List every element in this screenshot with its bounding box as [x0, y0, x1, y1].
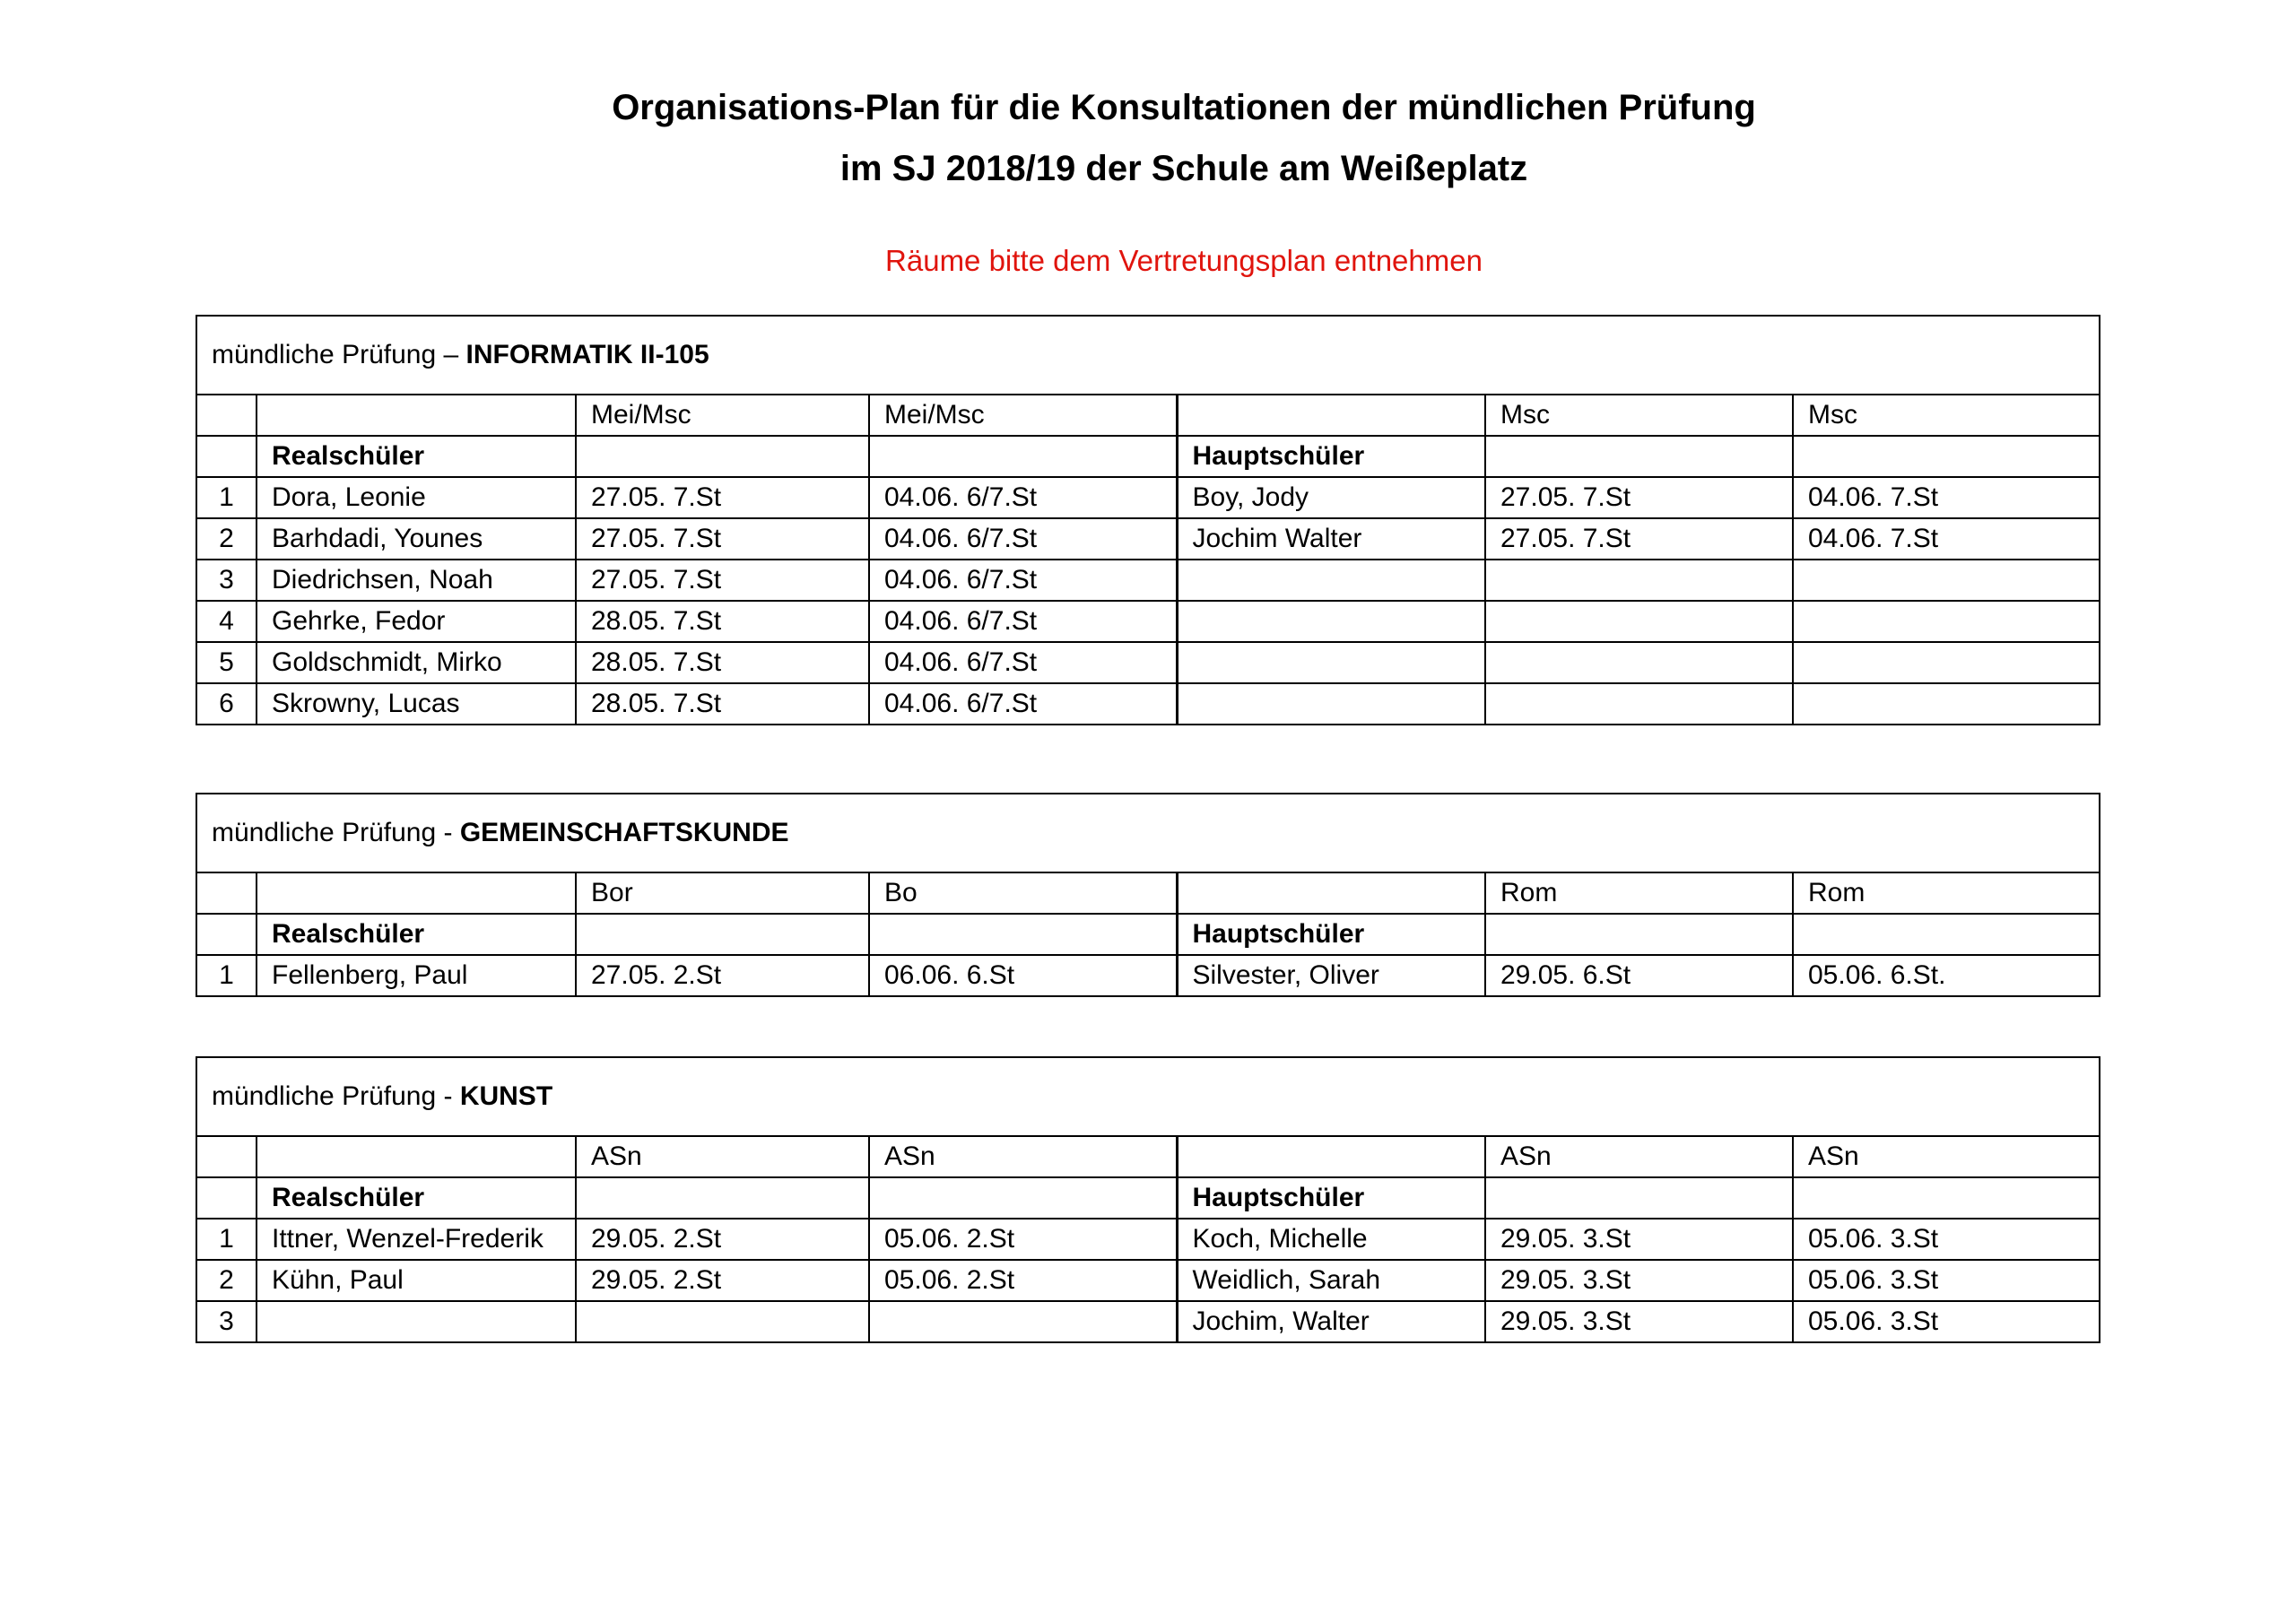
date-cell — [1485, 601, 1793, 642]
table-row — [196, 1260, 2100, 1301]
row-number: 6 — [196, 683, 257, 725]
student-name: Barhdadi, Younes — [257, 518, 576, 560]
empty-cell — [1177, 1136, 1485, 1177]
teacher-cell: Mei/Msc — [869, 395, 1177, 436]
teacher-cell: Mei/Msc — [576, 395, 869, 436]
student-name: Boy, Jody — [1177, 477, 1485, 518]
page-subtitle: im SJ 2018/19 der Schule am Weißeplatz — [839, 149, 1528, 188]
date-cell: 27.05. 7.St — [1485, 477, 1793, 518]
date-cell: 05.06. 3.St — [1793, 1260, 2100, 1301]
exam-table — [196, 793, 2100, 997]
empty-cell — [869, 1177, 1177, 1219]
teacher-cell: ASn — [576, 1136, 869, 1177]
date-cell: 27.05. 2.St — [576, 955, 869, 996]
date-cell: 04.06. 6/7.St — [869, 642, 1177, 683]
empty-cell — [869, 436, 1177, 477]
teacher-cell: Msc — [1793, 395, 2100, 436]
exam-table — [196, 1056, 2100, 1343]
table-heading-prefix: mündliche Prüfung - — [212, 818, 460, 847]
teacher-row — [196, 1136, 2100, 1177]
row-number: 3 — [196, 1301, 257, 1342]
realschueler-label: Realschüler — [257, 1177, 576, 1219]
teacher-row — [196, 395, 2100, 436]
table-heading — [196, 316, 2100, 395]
table-heading-prefix: mündliche Prüfung – — [212, 340, 466, 369]
date-cell: 04.06. 6/7.St — [869, 477, 1177, 518]
date-cell — [1485, 642, 1793, 683]
table-heading-subject: KUNST — [459, 1081, 553, 1111]
label-row — [196, 1177, 2100, 1219]
date-cell: 05.06. 2.St — [869, 1219, 1177, 1260]
date-cell: 29.05. 2.St — [576, 1260, 869, 1301]
row-number: 4 — [196, 601, 257, 642]
table-row — [196, 477, 2100, 518]
empty-cell — [1485, 914, 1793, 955]
date-cell: 29.05. 3.St — [1485, 1301, 1793, 1342]
empty-cell — [196, 436, 257, 477]
student-name: Fellenberg, Paul — [257, 955, 576, 996]
table-row — [196, 1219, 2100, 1260]
date-cell: 29.05. 3.St — [1485, 1219, 1793, 1260]
student-name: Jochim, Walter — [1177, 1301, 1485, 1342]
date-cell: 27.05. 7.St — [576, 477, 869, 518]
table-row — [196, 642, 2100, 683]
empty-cell — [196, 1136, 257, 1177]
table-row — [196, 518, 2100, 560]
date-cell: 04.06. 7.St — [1793, 477, 2100, 518]
teacher-cell: Msc — [1485, 395, 1793, 436]
table-row — [196, 683, 2100, 725]
teacher-cell: Bor — [576, 872, 869, 914]
table-heading-subject: INFORMATIK II-105 — [465, 340, 709, 369]
date-cell — [1793, 601, 2100, 642]
student-name: Jochim Walter — [1177, 518, 1485, 560]
date-cell — [1793, 683, 2100, 725]
date-cell: 28.05. 7.St — [576, 642, 869, 683]
hauptschueler-label: Hauptschüler — [1177, 1177, 1485, 1219]
student-name — [1177, 560, 1485, 601]
table-heading-prefix: mündliche Prüfung - — [212, 1081, 460, 1111]
student-name: Dora, Leonie — [257, 477, 576, 518]
student-name: Ittner, Wenzel-Frederik — [257, 1219, 576, 1260]
row-number: 2 — [196, 518, 257, 560]
empty-cell — [576, 1177, 869, 1219]
date-cell: 05.06. 3.St — [1793, 1219, 2100, 1260]
table-heading — [196, 1057, 2100, 1136]
date-cell: 05.06. 3.St — [1793, 1301, 2100, 1342]
student-name: Diedrichsen, Noah — [257, 560, 576, 601]
empty-cell — [869, 914, 1177, 955]
row-number: 1 — [196, 477, 257, 518]
date-cell: 28.05. 7.St — [576, 683, 869, 725]
student-name — [1177, 642, 1485, 683]
date-cell — [1485, 560, 1793, 601]
label-row — [196, 914, 2100, 955]
table-row — [196, 955, 2100, 996]
date-cell: 05.06. 2.St — [869, 1260, 1177, 1301]
exam-table — [196, 315, 2100, 725]
student-name — [1177, 683, 1485, 725]
row-number: 1 — [196, 955, 257, 996]
student-name: Kühn, Paul — [257, 1260, 576, 1301]
empty-cell — [257, 1136, 576, 1177]
page-title: Organisations-Plan für die Konsultationen der mündlichen Prüfung — [612, 88, 1756, 127]
empty-cell — [1793, 1177, 2100, 1219]
hauptschueler-label: Hauptschüler — [1177, 914, 1485, 955]
table-heading-subject: GEMEINSCHAFTSKUNDE — [459, 818, 789, 847]
date-cell: 29.05. 3.St — [1485, 1260, 1793, 1301]
hauptschueler-label: Hauptschüler — [1177, 436, 1485, 477]
realschueler-label: Realschüler — [257, 914, 576, 955]
date-cell: 04.06. 6/7.St — [869, 518, 1177, 560]
teacher-cell: ASn — [869, 1136, 1177, 1177]
room-notice: Räume bitte dem Vertretungsplan entnehmen — [885, 244, 1483, 277]
student-name: Gehrke, Fedor — [257, 601, 576, 642]
student-name: Silvester, Oliver — [1177, 955, 1485, 996]
date-cell: 04.06. 6/7.St — [869, 601, 1177, 642]
teacher-cell: ASn — [1793, 1136, 2100, 1177]
date-cell — [576, 1301, 869, 1342]
empty-cell — [196, 872, 257, 914]
empty-cell — [576, 436, 869, 477]
teacher-cell: Bo — [869, 872, 1177, 914]
date-cell: 27.05. 7.St — [1485, 518, 1793, 560]
date-cell: 04.06. 6/7.St — [869, 683, 1177, 725]
table-row — [196, 1301, 2100, 1342]
row-number: 3 — [196, 560, 257, 601]
empty-cell — [196, 1177, 257, 1219]
row-number: 1 — [196, 1219, 257, 1260]
empty-cell — [257, 395, 576, 436]
empty-cell — [1485, 436, 1793, 477]
student-name: Goldschmidt, Mirko — [257, 642, 576, 683]
empty-cell — [576, 914, 869, 955]
student-name: Koch, Michelle — [1177, 1219, 1485, 1260]
date-cell — [869, 1301, 1177, 1342]
empty-cell — [1793, 914, 2100, 955]
date-cell: 04.06. 7.St — [1793, 518, 2100, 560]
teacher-row — [196, 872, 2100, 914]
date-cell: 04.06. 6/7.St — [869, 560, 1177, 601]
empty-cell — [1177, 872, 1485, 914]
empty-cell — [257, 872, 576, 914]
table-row — [196, 560, 2100, 601]
date-cell: 28.05. 7.St — [576, 601, 869, 642]
teacher-cell: ASn — [1485, 1136, 1793, 1177]
date-cell — [1485, 683, 1793, 725]
teacher-cell: Rom — [1793, 872, 2100, 914]
student-name: Weidlich, Sarah — [1177, 1260, 1485, 1301]
student-name — [1177, 601, 1485, 642]
date-cell: 05.06. 6.St. — [1793, 955, 2100, 996]
date-cell — [1793, 642, 2100, 683]
date-cell — [1793, 560, 2100, 601]
row-number: 2 — [196, 1260, 257, 1301]
date-cell: 27.05. 7.St — [576, 560, 869, 601]
table-row — [196, 601, 2100, 642]
empty-cell — [196, 914, 257, 955]
date-cell: 29.05. 6.St — [1485, 955, 1793, 996]
empty-cell — [196, 395, 257, 436]
table-heading — [196, 794, 2100, 872]
empty-cell — [1485, 1177, 1793, 1219]
date-cell: 27.05. 7.St — [576, 518, 869, 560]
realschueler-label: Realschüler — [257, 436, 576, 477]
row-number: 5 — [196, 642, 257, 683]
student-name: Skrowny, Lucas — [257, 683, 576, 725]
empty-cell — [1793, 436, 2100, 477]
date-cell: 29.05. 2.St — [576, 1219, 869, 1260]
teacher-cell: Rom — [1485, 872, 1793, 914]
date-cell: 06.06. 6.St — [869, 955, 1177, 996]
student-name — [257, 1301, 576, 1342]
empty-cell — [1177, 395, 1485, 436]
label-row — [196, 436, 2100, 477]
